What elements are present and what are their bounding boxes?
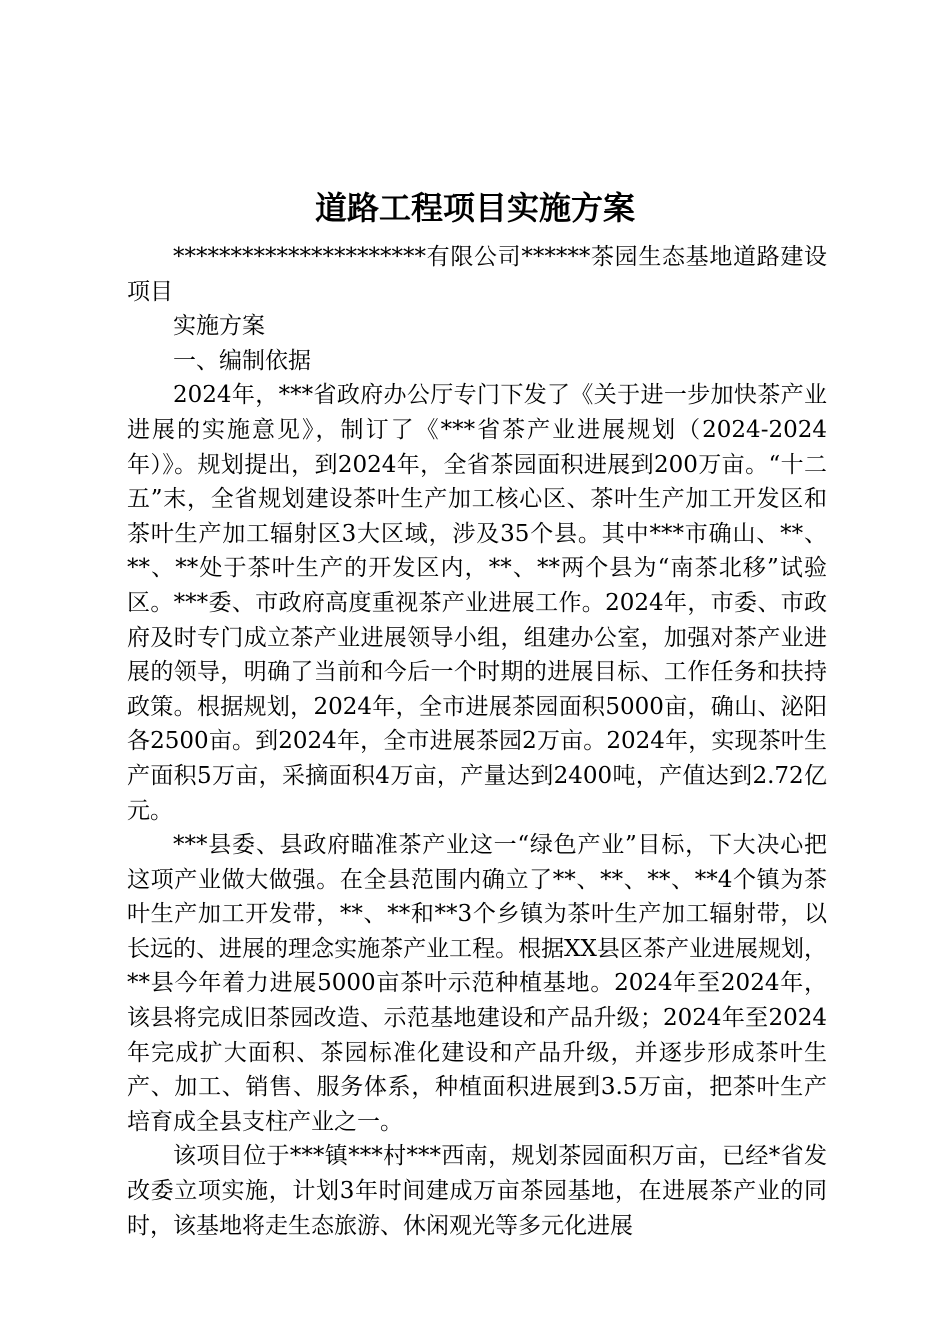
paragraph-project-location: 该项目位于***镇***村***西南，规划茶园面积万亩，已经*省发改委立项实施，计划3年时间建成万亩茶园基地，在进展茶产业的同时，该基地将走生态旅游、休闲观光等多元化进展 bbox=[127, 1143, 827, 1239]
paragraph-province-policy: 2024年，***省政府办公厅专门下发了《关于进一步加快茶产业进展的实施意见》，制订了《***省茶产业进展规划（2024-2024年）》。规划提出，到2024年，全省茶园面积进展到200万亩。“十二五”末，全省规划建设茶叶生产加工核心区、茶叶生产加工开发区和茶叶生产加工辐射区3大区域，涉及35个县。其中***市确山、**、**、**处于茶叶生产的开发区内，**、**两个县为“南茶北移”试验区。***委、市政府高度重视茶产业进展工作。2024年，市委、市政府及时专门成立茶产业进展领导小组，组建办公室，加强对茶产业进展的领导，明确了当前和今后一个时期的进展目标、工作任务和扶持政策。根据规划，2024年，全市进展茶园面积5000亩，确山、泌阳各2500亩。到2024年，全市进展茶园2万亩。2024年，实现茶叶生产面积5万亩，采摘面积4万亩，产量达到2400吨，产值达到2.72亿元。 bbox=[127, 382, 827, 824]
paragraph-county-plan: ***县委、县政府瞄准茶产业这一“绿色产业”目标，下大决心把这项产业做大做强。在全县范围内确立了**、**、**、**4个镇为茶叶生产加工开发带，**、**和**3个乡镇为茶叶生产加工辐射带，以长远的、进展的理念实施茶产业工程。根据XX县区茶产业进展规划，**县今年着力进展5000亩茶叶示范种植基地。2024年至2024年，该县将完成旧茶园改造、示范基地建设和产品升级；2024年至2024年完成扩大面积、茶园标准化建设和产品升级，并逐步形成茶叶生产、加工、销售、服务体系，种植面积进展到3.5万亩，把茶叶生产培育成全县支柱产业之一。 bbox=[127, 832, 827, 1135]
paragraph-project-name: **********************有限公司******茶园生态基地道路建设项目 bbox=[127, 244, 827, 305]
document-body bbox=[127, 240, 827, 1243]
paragraph-subtitle: 实施方案 bbox=[173, 313, 265, 340]
section-heading-basis: 一、编制依据 bbox=[173, 347, 311, 374]
document-title: 道路工程项目实施方案 bbox=[314, 189, 635, 227]
